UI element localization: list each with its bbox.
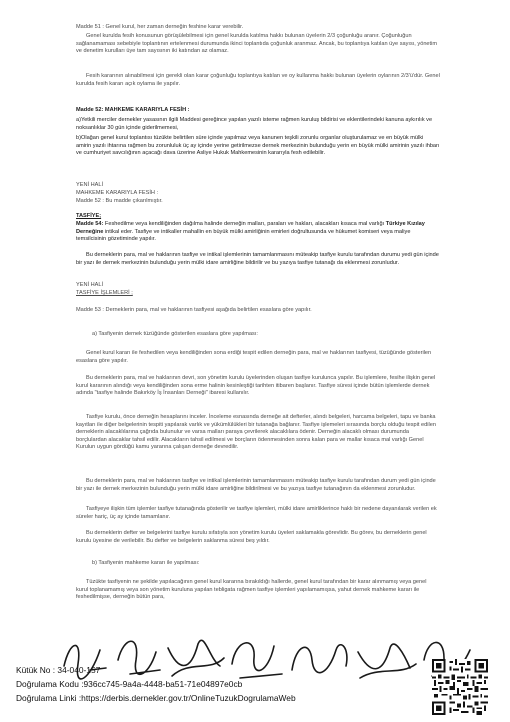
qr-code-icon	[432, 659, 488, 715]
verification-link[interactable]	[16, 693, 296, 704]
article-53-paragraph-5: Tasfiyeye ilişkin tüm işlemler tasfiye tutanağında gösterilir ve tasfiye işlemleri, mülki idare amirliklerince haklı bir nedene dayanılarak verilen ek süreler hariç, üç ay içinde tamamlanır.	[76, 506, 437, 520]
article-51-paragraph-2: Fesih kararının alınabilmesi için gerekli olan karar çoğunluğu toplantıya katılan ve oy kullanma hakkı bulunan üyelerin oylarının 2/3'ü'dür. Genel kurulda fesih kararı açık oylama ile yapılır.	[76, 73, 440, 87]
article-52-new-body: Madde 52 : Bu madde çıkarılmıştır.	[76, 198, 163, 204]
article-53-paragraph-3: Tasfiye kurulu, önce derneğin hesaplarını inceler. İnceleme esnasında derneğe ait defterler, alındı belgeleri, harcama belgeleri, tapu ve banka kayıtları ile diğer belgelerinin tespiti yapılarak varlık ve yükümlülükleri bir tutanağa bağlanır. Tasfiye işlemeleri sırasında borçlu olduğu tespit edilen derneklerin alacaklılarına çağrıda bulunulur ve varsa malları paraya çevrilerek alacaklılara ödenir. Derneğin alacaklı olması durumunda borçlulardan alacaklar tahsil edilir. Alacakların tahsil edilmesi ve borçların ödenmesinden sonra kalan para ve mallar kısaca mal varlığı Genel Kurulun uygun gördüğü kamu yararına çalışan derneğe devredilir.	[76, 414, 436, 451]
article-52-item-b: b)Olağan genel kurul toplantısı tüzükte belirtilen süre içinde yapılmaz veya kanunen teşkili zorunlu organlar oluşturulamaz ve en büyük mülki amirin yazılı ihtarına rağmen bu zorunluluk üç ay içinde yerine getirilmezse dernek merkezinin bulunduğu yerin en büyük mülki amirinin yazılı ihbarı ve cumhuriyet savcılığının açacağı dava üzerine Asliye Hukuk Mahkemesinin kararıyla fesh edilebilir.	[76, 135, 440, 157]
article-52-new-heading: YENİ HALİ	[76, 182, 104, 188]
verification-code-value: :936cc745-9a4a-4448-ba51-71e04897e0cb	[81, 679, 243, 689]
article-51-title: Madde 51 : Genel kurul, her zaman derneğin feshine karar verebilir.	[76, 24, 244, 30]
article-53-item-a: a) Tasfiyenin dernek tüzüğünde gösterilen esaslara göre yapılması:	[92, 331, 258, 337]
verification-link-label: Doğrulama Linki	[16, 693, 77, 703]
article-54-paragraph-2: Bu derneklerin para, mal ve haklarının tasfiye ve intikal işlemlerinin tamamlanmasını müteakip tasfiye kurulu tarafından durumu yedi gün içinde bir yazı ile dernek merkezinin bulunduğu yerin mülki idare amirliğine bildirilir ve bu yazıya tasfiye tutanağı da eklenmesi zorunludur.	[76, 252, 439, 266]
liquidation-heading: TASFİYE;	[76, 213, 102, 219]
article-54-label: Madde 54:	[76, 221, 104, 227]
article-53-paragraph-7: Tüzükte tasfiyenin ne şekilde yapılacağının genel kurul kararına bırakıldığı hallerde, genel kurul tarafından bir karar alınmamış veya genel kurul toplanamamış veya son yönetim kuruluna yapılan tebligata rağmen tasfiye işlemleri yapılamamışsa, yahut dernek mahkeme kararı ile feshedilmişse, derneğin bütün para,	[76, 579, 427, 601]
article-54-text-a: Feshedilme veya kendiliğinden dağılma halinde derneğin malları, paraları ve hakları, alacakları kısaca mal varlığı	[104, 221, 385, 227]
article-53-new-heading: YENİ HALİ	[76, 282, 104, 288]
article-52-title: Madde 52: MAHKEME KARARIYLA FESİH :	[76, 107, 190, 113]
article-51-paragraph-1: Genel kurulda fesih konusunun görüşülebilmesi için genel kurulda katılma hakkı bulunan üyelerin 2/3 çoğunluğu aranır. Çoğunluğun sağlanamaması sebebiyle toplantının ertelenmesi durumunda ikinci toplantıda çoğunluk aranmaz. Ancak, bu toplantıya katılan üye sayısı, yönetim ve denetim kurulları üye tam sayısının iki katından az olamaz.	[76, 33, 438, 55]
verification-code-label: Doğrulama Kodu	[16, 679, 79, 689]
article-53-item-b: b) Tasfiyenin mahkeme kararı ile yapılması:	[92, 560, 200, 566]
article-52-item-a: a)Yetkili merciler dernekler yasasının ilgili Maddesi gereğince yapılan yazılı isteme rağmen kuruluş bildirisi ve eklentilerindeki kanuna aykırılık ve noksanlıklar 30 gün içinde giderilmemesi,	[76, 117, 433, 131]
article-54-text-b: intikal eder. Tasfiye ve intikaller mahallin en büyük mülki amirliğinin emirleri doğrultusunda ve hükumet komiseri veya maliye temsilcisinin gözetiminde yapılır.	[76, 228, 411, 243]
article-53-paragraph-4: Bu derneklerin para, mal ve haklarının tasfiye ve intikal işlemlerinin tamamlanmasını müteakip tasfiye kurulu tarafından durum yedi gün içinde bir yazı ile dernek merkezinin bulunduğu yerin mülki idare amirliğine bildirilmesi ve bu yazıya tasfiye tutanağının da eklenmesi zorunludur.	[76, 478, 436, 492]
kizilay-name: Türkiye Kızılay Derneğine	[76, 221, 425, 235]
article-53-new-title: TASFİYE İŞLEMLERİ ;	[76, 290, 133, 296]
article-53-paragraph-2: Bu derneklerin para, mal ve haklarının devri, son yönetim kurulu üyelerinden oluşan tasfiye kurulunca yapılır. Bu işlemlere, fesihe ilişkin genel kurul kararının alındığı veya kendiliğinden sona erme halinin kesinleştiği tarihten itibaren başlanır. Tasfiye süresi içinde bütün işlemlerde dernek adında "tasfiye halinde Bakırköy İş İnsanları Derneği" ibaresi kullanılır.	[76, 375, 436, 397]
verification-link-value[interactable]: :https://derbis.dernekler.gov.tr/OnlineTuzukDogrulamaWeb	[78, 693, 296, 703]
verification-code	[16, 679, 242, 690]
article-52-new-title: MAHKEME KARARIYLA FESİH :	[76, 190, 159, 196]
registry-number-label: Kütük No	[16, 665, 51, 675]
article-53-paragraph-6: Bu derneklerin defter ve belgelerini tasfiye kurulu sıfatıyla son yönetim kurulu üyeleri saklamakla görevlidir. Bu görev, bu derneklerin genel kurulu üyesine de verilebilir. Bu defter ve belgelerin saklanma süresi beş yıldır.	[76, 530, 427, 544]
article-53-intro: Madde 53 : Derneklerin para, mal ve haklarının tasfiyesi aşağıda belirtilen esaslara göre yapılır.	[76, 307, 312, 313]
registry-number-value: : 34-040-157	[52, 665, 101, 675]
registry-number	[16, 665, 100, 676]
article-53-paragraph-1: Genel kurul kararı ile feshedilen veya kendiliğinden sona erdiği tespit edilen derneğin para, mal ve haklarının tasfiyesi, tüzüğünde gösterilen esaslara göre yapılır.	[76, 350, 432, 364]
article-54-paragraph-1	[76, 221, 440, 244]
